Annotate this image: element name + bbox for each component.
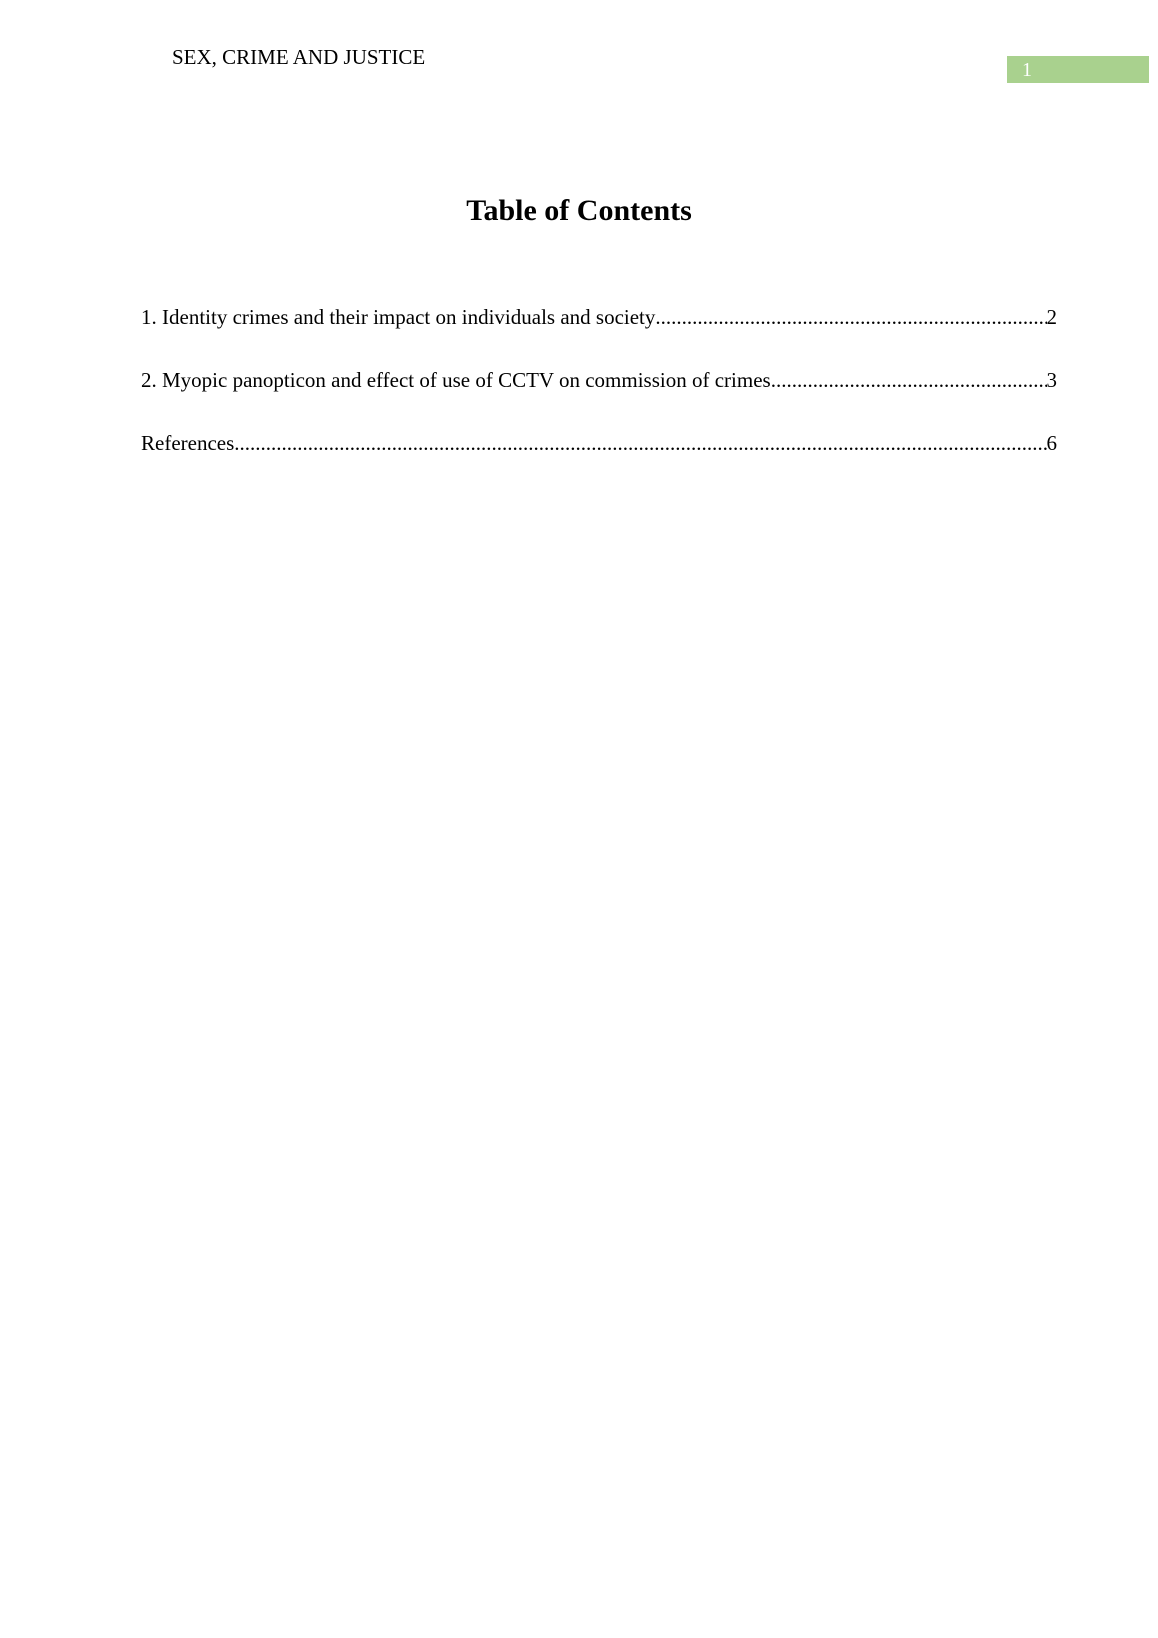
toc-dot-leader bbox=[655, 297, 1046, 337]
toc-entry-text: 1. Identity crimes and their impact on individuals and society bbox=[141, 305, 656, 329]
toc-entry-identity-crimes[interactable] bbox=[141, 297, 1057, 360]
toc-list bbox=[141, 297, 1057, 486]
toc-title: Table of Contents bbox=[466, 194, 692, 227]
toc-entry-myopic-panopticon[interactable] bbox=[141, 360, 1057, 423]
toc-entry-references[interactable] bbox=[141, 423, 1057, 486]
running-header: SEX, CRIME AND JUSTICE bbox=[172, 45, 426, 69]
page-number-badge bbox=[1007, 56, 1149, 83]
toc-dot-leader bbox=[234, 423, 1046, 463]
toc-entry-text: References bbox=[141, 431, 235, 455]
toc-entry-page: 2 bbox=[1046, 305, 1057, 329]
toc-dot-leader bbox=[771, 360, 1047, 400]
page-number: 1 bbox=[1022, 59, 1032, 81]
toc-entry-page: 6 bbox=[1046, 431, 1057, 455]
toc-entry-page: 3 bbox=[1046, 368, 1057, 392]
toc-entry-text: 2. Myopic panopticon and effect of use of CCTV on commission of crimes bbox=[141, 368, 771, 392]
